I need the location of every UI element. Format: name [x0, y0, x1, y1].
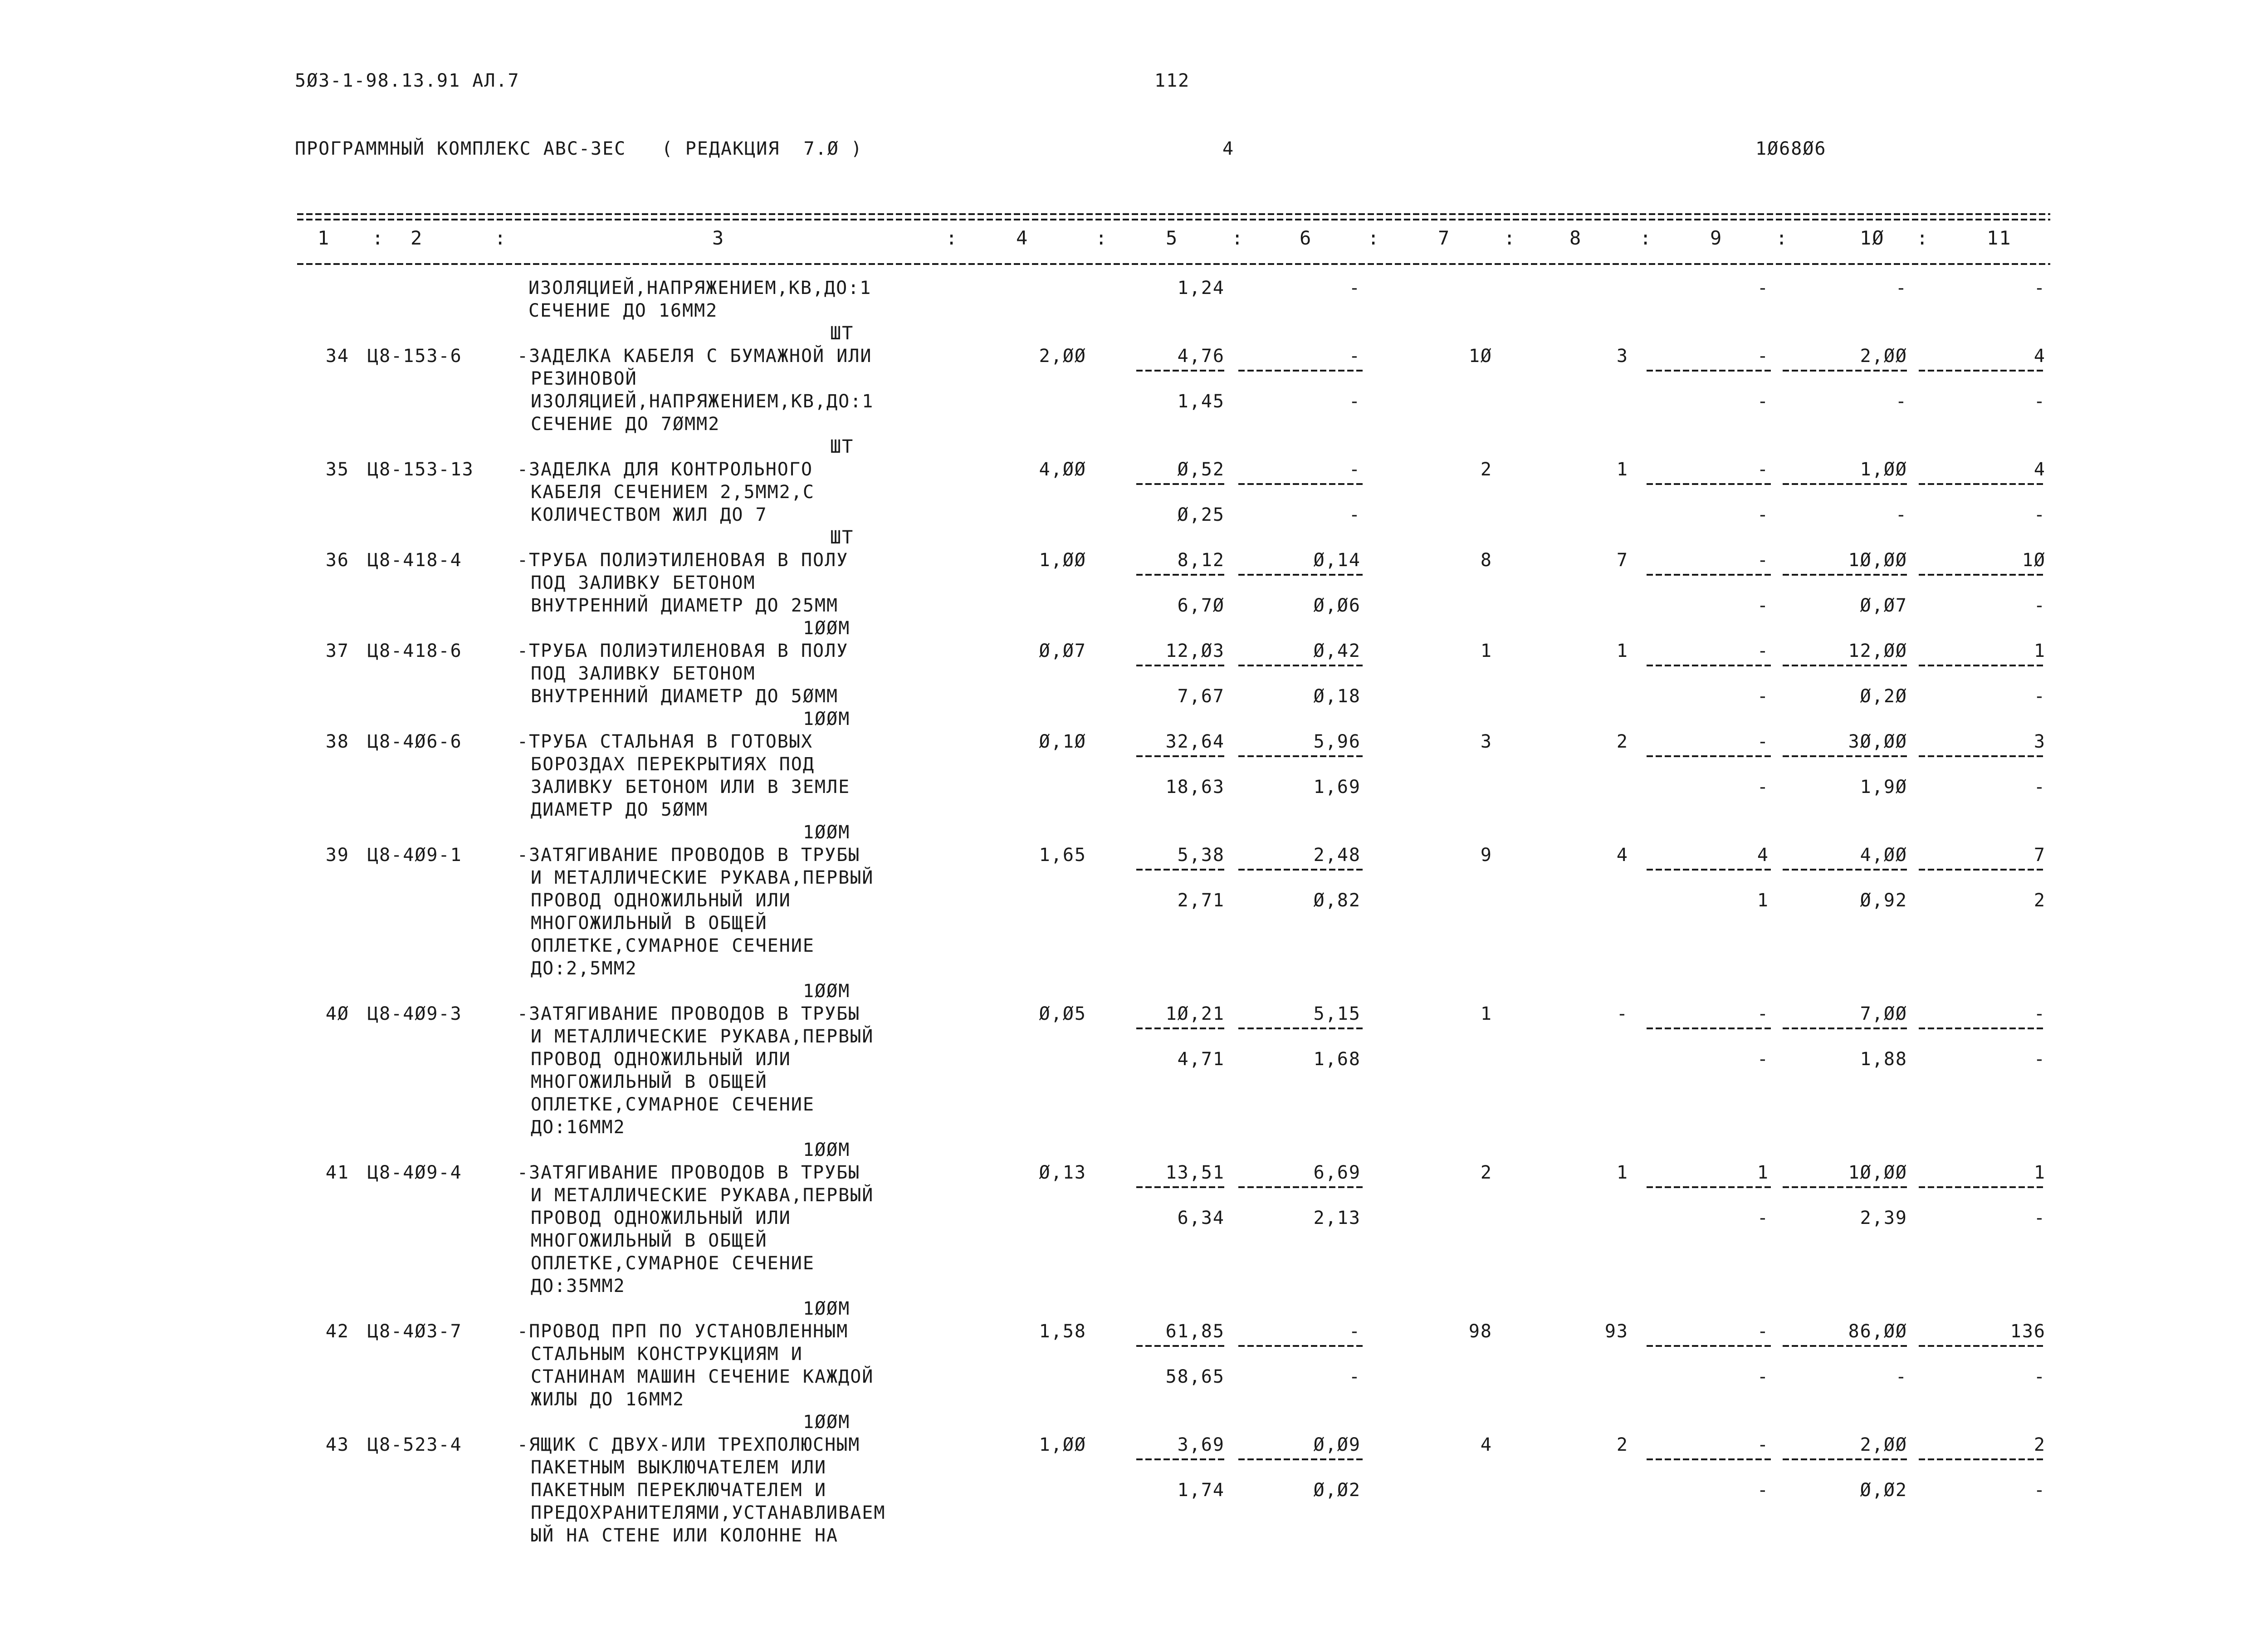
cell-col5-lower: Ø,25	[1177, 504, 1225, 525]
cell-col6: 6,69	[1313, 1162, 1361, 1183]
cell-col7: 8	[1480, 550, 1492, 571]
cell-col11-lower: -	[2033, 595, 2046, 616]
cell-col11-lower: -	[2033, 391, 2046, 412]
cell-col11-lower: 2	[2033, 890, 2046, 911]
cell-col10: 4,ØØ	[1860, 845, 1907, 866]
description-line: -ТРУБА ПОЛИЭТИЛЕНОВАЯ В ПОЛУ	[517, 550, 849, 571]
cell-col4: Ø,13	[1039, 1162, 1086, 1183]
description-line: КАБЕЛЯ СЕЧЕНИЕМ 2,5ММ2,С	[531, 482, 815, 503]
description-line: -ТРУБА ПОЛИЭТИЛЕНОВАЯ В ПОЛУ	[517, 641, 849, 661]
description-line: СЕЧЕНИЕ ДО 16ММ2	[528, 300, 718, 321]
cell-col9-lower: -	[1757, 504, 1769, 525]
fraction-divider	[1136, 665, 1225, 666]
fraction-divider	[1783, 1458, 1907, 1460]
cell-col6-lower: 1,69	[1313, 777, 1361, 797]
fraction-divider	[1238, 1186, 1363, 1188]
cell-col9-lower: -	[1757, 777, 1769, 797]
cell-col9: -	[1757, 1003, 1769, 1024]
description-line: МНОГОЖИЛЬНЫЙ В ОБЩЕЙ	[531, 1230, 767, 1251]
fraction-divider	[1783, 574, 1907, 576]
column-separator: :	[1232, 227, 1244, 249]
fraction-divider	[1919, 1458, 2046, 1460]
column-header-9: 9	[1710, 227, 1723, 249]
description-line: МНОГОЖИЛЬНЫЙ В ОБЩЕЙ	[531, 913, 767, 934]
norm-code: Ц8-418-4	[367, 550, 462, 571]
cell-col10: 1Ø,ØØ	[1848, 550, 1907, 571]
cell-col8: 4	[1616, 845, 1628, 866]
description-line: ДО:35ММ2	[531, 1276, 626, 1297]
unit-label: ШТ	[830, 527, 854, 548]
fraction-divider	[1238, 869, 1363, 871]
cell-col6-lower: -	[1349, 278, 1361, 298]
cell-col10-lower: -	[1895, 1366, 1907, 1387]
description-line: СТАНИНАМ МАШИН СЕЧЕНИЕ КАЖДОЙ	[531, 1366, 874, 1387]
row-number: 38	[325, 731, 349, 752]
cell-col6-lower: -	[1349, 391, 1361, 412]
description-line: ЫЙ НА СТЕНЕ ИЛИ КОЛОННЕ НА	[531, 1525, 839, 1546]
unit-label: 1ØØМ	[803, 709, 850, 729]
cell-col10-lower: 2,39	[1860, 1208, 1907, 1228]
cell-col11: 7	[2033, 845, 2046, 866]
fraction-divider	[1919, 574, 2046, 576]
column-separator: :	[946, 227, 958, 249]
row-number: 37	[325, 641, 349, 661]
cell-col5: 5,38	[1177, 845, 1225, 866]
fraction-divider	[1919, 1345, 2046, 1347]
fraction-divider	[1919, 1186, 2046, 1188]
fraction-divider	[1647, 1027, 1771, 1029]
fraction-divider	[1647, 574, 1771, 576]
column-header-6: 6	[1300, 227, 1312, 249]
cell-col6-lower: Ø,82	[1313, 890, 1361, 911]
cell-col11-lower: -	[2033, 278, 2046, 298]
cell-col10-lower: -	[1895, 391, 1907, 412]
cell-col10: 3Ø,ØØ	[1848, 731, 1907, 752]
description-line: ПОД ЗАЛИВКУ БЕТОНОМ	[531, 663, 756, 684]
cell-col5-lower: 2,71	[1177, 890, 1225, 911]
cell-col8: 1	[1616, 459, 1628, 480]
cell-col10-lower: Ø,Ø2	[1860, 1480, 1907, 1501]
fraction-divider	[1136, 370, 1225, 372]
fraction-divider	[1136, 574, 1225, 576]
cell-col9: -	[1757, 346, 1769, 367]
cell-col8: 2	[1616, 731, 1628, 752]
unit-label: 1ØØМ	[803, 1298, 850, 1319]
unit-label: 1ØØМ	[803, 618, 850, 639]
norm-code: Ц8-418-6	[367, 641, 462, 661]
fraction-divider	[1647, 755, 1771, 757]
description-line: ДИАМЕТР ДО 5ØММ	[531, 799, 709, 820]
cell-col6: -	[1349, 459, 1361, 480]
fraction-divider	[1238, 755, 1363, 757]
column-header-2: 2	[411, 227, 423, 249]
norm-code: Ц8-4Ø6-6	[367, 731, 462, 752]
fraction-divider	[1136, 1458, 1225, 1460]
cell-col6-lower: Ø,Ø6	[1313, 595, 1361, 616]
column-header-3: 3	[712, 227, 725, 249]
fraction-divider	[1238, 665, 1363, 666]
fraction-divider	[1783, 370, 1907, 372]
row-number: 36	[325, 550, 349, 571]
cell-col11-lower: -	[2033, 777, 2046, 797]
description-line: -ТРУБА СТАЛЬНАЯ В ГОТОВЫХ	[517, 731, 813, 752]
cell-col11: 4	[2033, 346, 2046, 367]
description-line: ПАКЕТНЫМ ВЫКЛЮЧАТЕЛЕМ ИЛИ	[531, 1457, 827, 1478]
description-line: ВНУТРЕННИЙ ДИАМЕТР ДО 5ØММ	[531, 686, 839, 707]
cell-col5-lower: 1,24	[1177, 278, 1225, 298]
cell-col4: 1,ØØ	[1039, 550, 1086, 571]
cell-col9-lower: 1	[1757, 890, 1769, 911]
fraction-divider	[1783, 755, 1907, 757]
cell-col10: 2,ØØ	[1860, 1434, 1907, 1455]
column-separator: :	[1095, 227, 1108, 249]
cell-col8: -	[1616, 1003, 1628, 1024]
fraction-divider	[1919, 755, 2046, 757]
description-line: И МЕТАЛЛИЧЕСКИЕ РУКАВА,ПЕРВЫЙ	[531, 1026, 874, 1047]
row-number: 43	[325, 1434, 349, 1455]
fraction-divider	[1136, 1027, 1225, 1029]
fraction-divider	[1919, 483, 2046, 485]
fraction-divider	[1647, 665, 1771, 666]
fraction-divider	[1238, 1027, 1363, 1029]
column-header-4: 4	[1016, 227, 1029, 249]
fraction-divider	[1919, 665, 2046, 666]
cell-col11: 4	[2033, 459, 2046, 480]
cell-col10: 7,ØØ	[1860, 1003, 1907, 1024]
column-header-11: 11	[1987, 227, 2012, 249]
description-line: -ЗАТЯГИВАНИЕ ПРОВОДОВ В ТРУБЫ	[517, 845, 860, 866]
cell-col9-lower: -	[1757, 595, 1769, 616]
description-line: -ПРОВОД ПРП ПО УСТАНОВЛЕННЫМ	[517, 1321, 849, 1342]
cell-col6: Ø,Ø9	[1313, 1434, 1361, 1455]
cell-col10-lower: -	[1895, 504, 1907, 525]
description-line: РЕЗИНОВОЙ	[531, 368, 637, 389]
fraction-divider	[1238, 370, 1363, 372]
description-line: -ЗАДЕЛКА КАБЕЛЯ С БУМАЖНОЙ ИЛИ	[517, 346, 872, 367]
description-line: БОРОЗДАХ ПЕРЕКРЫТИЯХ ПОД	[531, 754, 815, 775]
fraction-divider	[1783, 665, 1907, 666]
column-separator: :	[1368, 227, 1380, 249]
norm-code: Ц8-523-4	[367, 1434, 462, 1455]
fraction-divider	[1647, 370, 1771, 372]
column-separator: :	[494, 227, 507, 249]
cell-col8: 1	[1616, 641, 1628, 661]
description-line: МНОГОЖИЛЬНЫЙ В ОБЩЕЙ	[531, 1071, 767, 1092]
fraction-divider	[1647, 869, 1771, 871]
cell-col10-lower: Ø,2Ø	[1860, 686, 1907, 707]
description-line: ПОД ЗАЛИВКУ БЕТОНОМ	[531, 572, 756, 593]
unit-label: ШТ	[830, 323, 854, 344]
cell-col5: 1Ø,21	[1165, 1003, 1225, 1024]
cell-col7: 1	[1480, 1003, 1492, 1024]
description-line: СЕЧЕНИЕ ДО 7ØММ2	[531, 414, 720, 435]
cell-col11-lower: -	[2033, 504, 2046, 525]
cell-col6: Ø,42	[1313, 641, 1361, 661]
fraction-divider	[1783, 1027, 1907, 1029]
cell-col9-lower: -	[1757, 1480, 1769, 1501]
cell-col11-lower: -	[2033, 1480, 2046, 1501]
description-line: ПРОВОД ОДНОЖИЛЬНЫЙ ИЛИ	[531, 890, 791, 911]
fraction-divider	[1136, 1186, 1225, 1188]
cell-col11-lower: -	[2033, 1208, 2046, 1228]
description-line: -ЯЩИК С ДВУХ-ИЛИ ТРЕХПОЛЮСНЫМ	[517, 1434, 860, 1455]
cell-col9-lower: -	[1757, 1208, 1769, 1228]
fraction-divider	[1919, 1027, 2046, 1029]
cell-col5-lower: 7,67	[1177, 686, 1225, 707]
cell-col9-lower: -	[1757, 391, 1769, 412]
cell-col6-lower: -	[1349, 504, 1361, 525]
cell-col11: 1	[2033, 641, 2046, 661]
cell-col5: 4,76	[1177, 346, 1225, 367]
cell-col7: 1	[1480, 641, 1492, 661]
rule-header-bottom	[297, 263, 2050, 265]
description-line: ДО:2,5ММ2	[531, 958, 637, 979]
cell-col9: 4	[1757, 845, 1769, 866]
cell-col5: 32,64	[1165, 731, 1225, 752]
cell-col5-lower: 1,45	[1177, 391, 1225, 412]
cell-col11: 1	[2033, 1162, 2046, 1183]
doc-code: 5Ø3-1-98.13.91 АЛ.7	[295, 70, 520, 91]
norm-code: Ц8-4Ø9-3	[367, 1003, 462, 1024]
cell-col6-lower: Ø,18	[1313, 686, 1361, 707]
cell-col11: 3	[2033, 731, 2046, 752]
cell-col5: 8,12	[1177, 550, 1225, 571]
cell-col6: 2,48	[1313, 845, 1361, 866]
cell-col9: 1	[1757, 1162, 1769, 1183]
cell-col9: -	[1757, 731, 1769, 752]
cell-col10-lower: 1,88	[1860, 1049, 1907, 1070]
fraction-divider	[1136, 755, 1225, 757]
rule-top-2	[297, 219, 2050, 220]
cell-col10: 2,ØØ	[1860, 346, 1907, 367]
cell-col6-lower: Ø,Ø2	[1313, 1480, 1361, 1501]
page-number: 112	[1154, 70, 1190, 91]
cell-col5: 3,69	[1177, 1434, 1225, 1455]
cell-col10-lower: Ø,92	[1860, 890, 1907, 911]
description-line: ОПЛЕТКЕ,СУМАРНОЕ СЕЧЕНИЕ	[531, 1094, 815, 1115]
unit-label: 1ØØМ	[803, 1140, 850, 1160]
description-line: И МЕТАЛЛИЧЕСКИЕ РУКАВА,ПЕРВЫЙ	[531, 867, 874, 888]
cell-col9-lower: -	[1757, 1049, 1769, 1070]
description-line: -ЗАДЕЛКА ДЛЯ КОНТРОЛЬНОГО	[517, 459, 813, 480]
cell-col7: 2	[1480, 1162, 1492, 1183]
cell-col5-lower: 58,65	[1165, 1366, 1225, 1387]
cell-col4: 1,65	[1039, 845, 1086, 866]
row-number: 35	[325, 459, 349, 480]
cell-col5-lower: 6,34	[1177, 1208, 1225, 1228]
row-number: 39	[325, 845, 349, 866]
cell-col11: 1Ø	[2022, 550, 2046, 571]
fraction-divider	[1647, 1345, 1771, 1347]
column-separator: :	[1776, 227, 1789, 249]
description-line: КОЛИЧЕСТВОМ ЖИЛ ДО 7	[531, 504, 767, 525]
cell-col5-lower: 1,74	[1177, 1480, 1225, 1501]
description-line: СТАЛЬНЫМ КОНСТРУКЦИЯМ И	[531, 1344, 803, 1365]
column-separator: :	[372, 227, 385, 249]
cell-col10: 86,ØØ	[1848, 1321, 1907, 1342]
cell-col7: 3	[1480, 731, 1492, 752]
cell-col10-lower: -	[1895, 278, 1907, 298]
cell-col10-lower: Ø,Ø7	[1860, 595, 1907, 616]
column-separator: :	[1504, 227, 1516, 249]
unit-label: 1ØØМ	[803, 822, 850, 843]
cell-col4: Ø,1Ø	[1039, 731, 1086, 752]
description-line: ИЗОЛЯЦИЕЙ,НАПРЯЖЕНИЕМ,КВ,ДО:1	[528, 278, 872, 298]
fraction-divider	[1238, 1345, 1363, 1347]
cell-col6: Ø,14	[1313, 550, 1361, 571]
cell-col9-lower: -	[1757, 1366, 1769, 1387]
cell-col8: 93	[1604, 1321, 1628, 1342]
fraction-divider	[1647, 483, 1771, 485]
cell-col4: 1,58	[1039, 1321, 1086, 1342]
norm-code: Ц8-4Ø3-7	[367, 1321, 462, 1342]
fraction-divider	[1647, 1458, 1771, 1460]
description-line: ДО:16ММ2	[531, 1117, 626, 1138]
column-header-10: 1Ø	[1860, 227, 1885, 249]
cell-col4: Ø,Ø5	[1039, 1003, 1086, 1024]
cell-col6: 5,15	[1313, 1003, 1361, 1024]
description-line: -ЗАТЯГИВАНИЕ ПРОВОДОВ В ТРУБЫ	[517, 1162, 860, 1183]
cell-col7: 1Ø	[1468, 346, 1492, 367]
section-number: 4	[1222, 138, 1235, 159]
cell-col9: -	[1757, 1321, 1769, 1342]
unit-label: 1ØØМ	[803, 981, 850, 1002]
fraction-divider	[1238, 483, 1363, 485]
norm-code: Ц8-4Ø9-4	[367, 1162, 462, 1183]
document-code: 1Ø68Ø6	[1755, 138, 1827, 159]
fraction-divider	[1783, 869, 1907, 871]
cell-col9-lower: -	[1757, 686, 1769, 707]
description-line: -ЗАТЯГИВАНИЕ ПРОВОДОВ В ТРУБЫ	[517, 1003, 860, 1024]
cell-col9: -	[1757, 1434, 1769, 1455]
cell-col7: 9	[1480, 845, 1492, 866]
cell-col4: 4,ØØ	[1039, 459, 1086, 480]
fraction-divider	[1783, 1345, 1907, 1347]
norm-code: Ц8-4Ø9-1	[367, 845, 462, 866]
cell-col9: -	[1757, 459, 1769, 480]
fraction-divider	[1136, 1345, 1225, 1347]
description-line: ОПЛЕТКЕ,СУМАРНОЕ СЕЧЕНИЕ	[531, 1253, 815, 1274]
description-line: ОПЛЕТКЕ,СУМАРНОЕ СЕЧЕНИЕ	[531, 935, 815, 956]
cell-col6: -	[1349, 346, 1361, 367]
row-number: 42	[325, 1321, 349, 1342]
cell-col5-lower: 6,7Ø	[1177, 595, 1225, 616]
cell-col8: 2	[1616, 1434, 1628, 1455]
cell-col11-lower: -	[2033, 686, 2046, 707]
cell-col6-lower: -	[1349, 1366, 1361, 1387]
cell-col8: 7	[1616, 550, 1628, 571]
row-number: 4Ø	[325, 1003, 349, 1024]
fraction-divider	[1238, 1458, 1363, 1460]
cell-col11-lower: -	[2033, 1049, 2046, 1070]
cell-col5-lower: 4,71	[1177, 1049, 1225, 1070]
column-header-5: 5	[1166, 227, 1178, 249]
cell-col8: 3	[1616, 346, 1628, 367]
cell-col7: 4	[1480, 1434, 1492, 1455]
cell-col6: -	[1349, 1321, 1361, 1342]
column-separator: :	[1916, 227, 1929, 249]
cell-col9-lower: -	[1757, 278, 1769, 298]
rule-top	[297, 213, 2050, 215]
cell-col6: 5,96	[1313, 731, 1361, 752]
description-line: И МЕТАЛЛИЧЕСКИЕ РУКАВА,ПЕРВЫЙ	[531, 1185, 874, 1206]
cell-col5: Ø,52	[1177, 459, 1225, 480]
cell-col5: 12,Ø3	[1165, 641, 1225, 661]
cell-col9: -	[1757, 550, 1769, 571]
cell-col10: 1,ØØ	[1860, 459, 1907, 480]
fraction-divider	[1238, 574, 1363, 576]
description-line: ПРОВОД ОДНОЖИЛЬНЫЙ ИЛИ	[531, 1208, 791, 1228]
unit-label: ШТ	[830, 436, 854, 457]
fraction-divider	[1783, 483, 1907, 485]
cell-col6-lower: 2,13	[1313, 1208, 1361, 1228]
cell-col6-lower: 1,68	[1313, 1049, 1361, 1070]
cell-col11: 136	[2010, 1321, 2046, 1342]
column-separator: :	[1640, 227, 1652, 249]
norm-code: Ц8-153-6	[367, 346, 462, 367]
description-line: ПРОВОД ОДНОЖИЛЬНЫЙ ИЛИ	[531, 1049, 791, 1070]
description-line: ЖИЛЫ ДО 16ММ2	[531, 1389, 685, 1410]
cell-col10-lower: 1,9Ø	[1860, 777, 1907, 797]
cell-col10: 1Ø,ØØ	[1848, 1162, 1907, 1183]
description-line: ПРЕДОХРАНИТЕЛЯМИ,УСТАНАВЛИВАЕМ	[531, 1502, 886, 1523]
column-header-7: 7	[1438, 227, 1451, 249]
fraction-divider	[1647, 1186, 1771, 1188]
cell-col4: 2,ØØ	[1039, 346, 1086, 367]
row-number: 41	[325, 1162, 349, 1183]
cell-col11: -	[2033, 1003, 2046, 1024]
cell-col5: 13,51	[1165, 1162, 1225, 1183]
fraction-divider	[1136, 483, 1225, 485]
fraction-divider	[1783, 1186, 1907, 1188]
row-number: 34	[325, 346, 349, 367]
fraction-divider	[1919, 869, 2046, 871]
column-header-1: 1	[318, 227, 330, 249]
cell-col11: 2	[2033, 1434, 2046, 1455]
description-line: ЗАЛИВКУ БЕТОНОМ ИЛИ В ЗЕМЛЕ	[531, 777, 850, 797]
cell-col4: Ø,Ø7	[1039, 641, 1086, 661]
norm-code: Ц8-153-13	[367, 459, 474, 480]
column-header-8: 8	[1569, 227, 1582, 249]
cell-col4: 1,ØØ	[1039, 1434, 1086, 1455]
program-title: ПРОГРАММНЫЙ КОМПЛЕКС АВС-3ЕС ( РЕДАКЦИЯ 7.Ø )	[295, 138, 863, 159]
description-line: ВНУТРЕННИЙ ДИАМЕТР ДО 25ММ	[531, 595, 839, 616]
cell-col5: 61,85	[1165, 1321, 1225, 1342]
cell-col8: 1	[1616, 1162, 1628, 1183]
description-line: ИЗОЛЯЦИЕЙ,НАПРЯЖЕНИЕМ,КВ,ДО:1	[531, 391, 874, 412]
cell-col7: 98	[1468, 1321, 1492, 1342]
cell-col7: 2	[1480, 459, 1492, 480]
unit-label: 1ØØМ	[803, 1412, 850, 1433]
description-line: ПАКЕТНЫМ ПЕРЕКЛЮЧАТЕЛЕМ И	[531, 1480, 827, 1501]
fraction-divider	[1919, 370, 2046, 372]
cell-col11-lower: -	[2033, 1366, 2046, 1387]
fraction-divider	[1136, 869, 1225, 871]
cell-col10: 12,ØØ	[1848, 641, 1907, 661]
cell-col5-lower: 18,63	[1165, 777, 1225, 797]
cell-col9: -	[1757, 641, 1769, 661]
